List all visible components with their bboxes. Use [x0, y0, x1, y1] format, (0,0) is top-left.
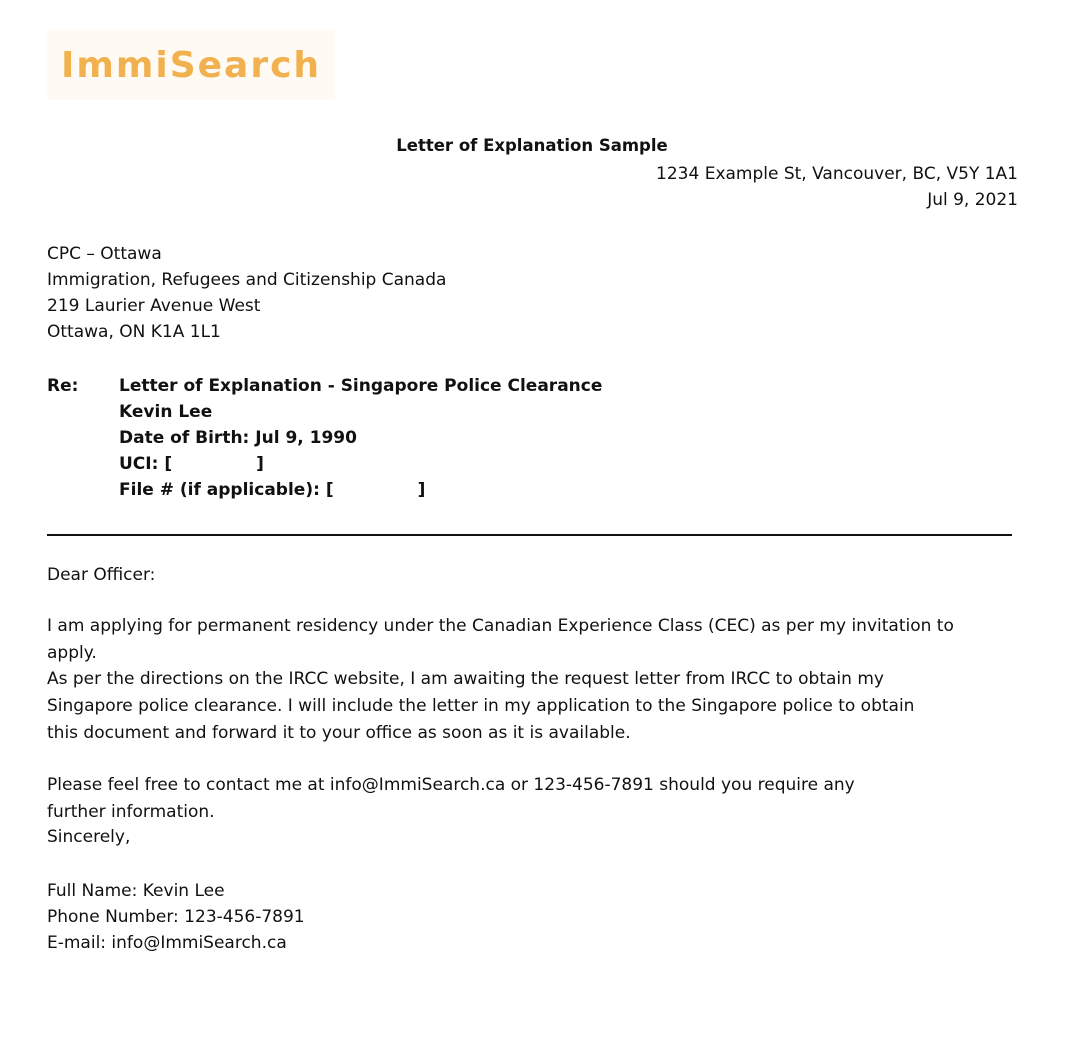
- recipient-line-office: CPC – Ottawa: [47, 244, 162, 264]
- body-paragraph-2: As per the directions on the IRCC website, I am awaiting the request letter from IRCC to obtain my Singapore police clearance. I will include the letter in my application to the Singapore police to obtain this document and forward it to your office as soon as it is available.: [47, 669, 915, 743]
- signature-email: E-mail: info@ImmiSearch.ca: [47, 933, 287, 953]
- re-label: Re:: [47, 376, 79, 396]
- re-block: [119, 373, 602, 503]
- re-file-close: ]: [417, 480, 426, 500]
- company-logo: [47, 30, 335, 100]
- section-divider: [47, 534, 1012, 536]
- re-uci-label: UCI: [: [119, 454, 173, 474]
- closing: Sincerely,: [47, 827, 131, 847]
- document-title: Letter of Explanation Sample: [396, 136, 668, 155]
- letter-date: Jul 9, 2021: [927, 190, 1018, 210]
- logo-text: ImmiSearch: [60, 44, 322, 86]
- re-file-label: File # (if applicable): [: [119, 480, 334, 500]
- re-uci-close: ]: [256, 454, 264, 474]
- signature-phone: Phone Number: 123-456-7891: [47, 907, 305, 927]
- recipient-line-street: 219 Laurier Avenue West: [47, 296, 261, 316]
- body-paragraph-1: I am applying for permanent residency under the Canadian Experience Class (CEC) as per my invitation to apply.: [47, 616, 954, 663]
- body-paragraph-3: Please feel free to contact me at info@ImmiSearch.ca or 123-456-7891 should you require any further information.: [47, 775, 855, 822]
- signature-full-name: Full Name: Kevin Lee: [47, 881, 225, 901]
- signature-block: [47, 878, 305, 956]
- re-date-of-birth: Date of Birth: Jul 9, 1990: [119, 428, 357, 448]
- recipient-address: [47, 241, 446, 345]
- recipient-line-department: Immigration, Refugees and Citizenship Canada: [47, 270, 447, 290]
- re-applicant-name: Kevin Lee: [119, 402, 213, 422]
- recipient-line-city: Ottawa, ON K1A 1L1: [47, 322, 221, 342]
- re-uci: [119, 451, 602, 477]
- re-subject: Letter of Explanation - Singapore Police Clearance: [119, 376, 603, 396]
- sender-address: 1234 Example St, Vancouver, BC, V5Y 1A1: [656, 164, 1018, 184]
- salutation: Dear Officer:: [47, 565, 156, 585]
- re-file-number: [119, 477, 602, 503]
